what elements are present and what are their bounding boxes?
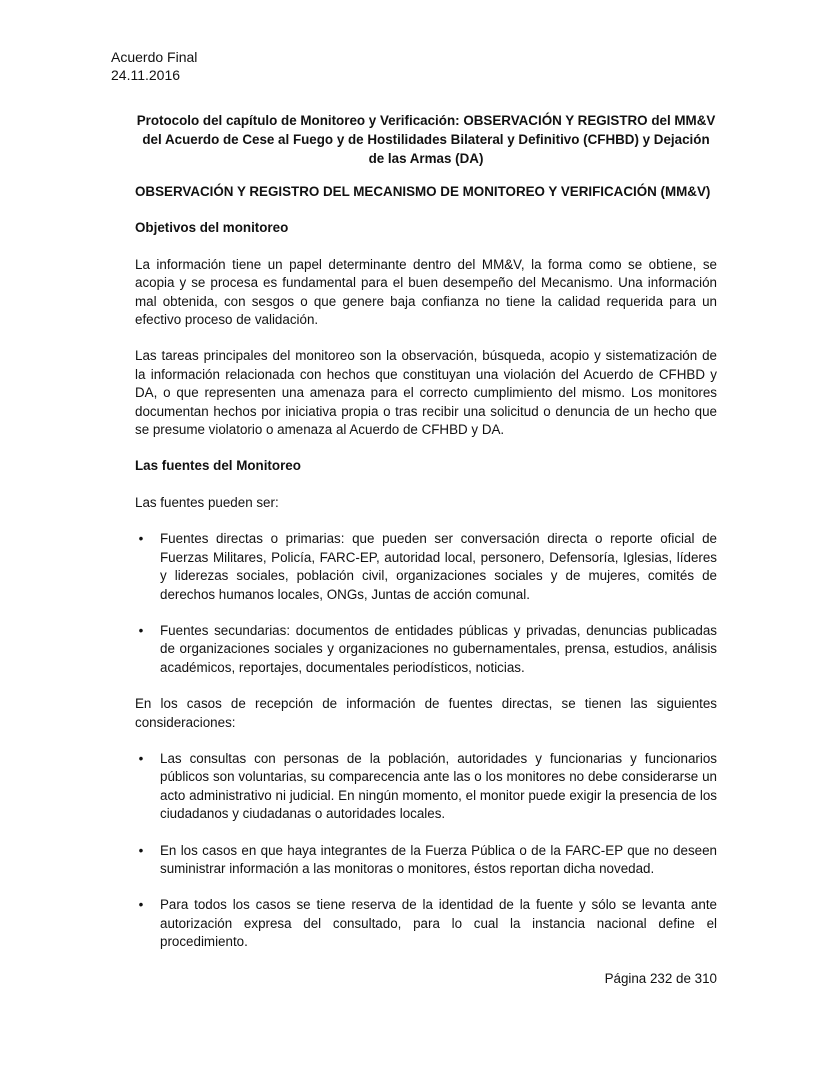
document-header	[111, 48, 197, 84]
header-agreement-name: Acuerdo Final	[111, 49, 198, 65]
bullet-icon: •	[138, 531, 144, 547]
document-body	[135, 111, 717, 988]
sources-heading: Las fuentes del Monitoreo	[135, 458, 301, 474]
list-item-text: Fuentes directas o primarias: que pueden ser conversación directa o reporte oficial de Fuerzas Militares, Policía, FARC-EP, autoridad local, personero, Defensoría, Iglesias, líderes y liderezas sociales, población civil, organizaciones sociales y de mujeres, comités de derechos humanos locales, ONGs, Juntas de acción comunal.	[160, 531, 717, 602]
list-item	[135, 842, 717, 879]
bullet-icon: •	[138, 897, 144, 913]
objectives-paragraph: La información tiene un papel determinante dentro del MM&V, la forma como se obtiene, se acopia y se procesa es fundamental para el buen desempeño del Mecanismo. Una información mal obtenida, con sesgos o que genere baja confianza no tiene la calidad requerida para un efectivo proceso de validación.	[135, 256, 717, 328]
considerations-list	[135, 750, 717, 952]
page-number: Página 232 de 310	[604, 970, 717, 986]
list-item-text: Para todos los casos se tiene reserva de la identidad de la fuente y sólo se levanta ante autorización expresa del consultado, para lo cual la instancia nacional define el procedimiento.	[160, 897, 717, 950]
bullet-icon: •	[138, 750, 144, 766]
considerations-intro: En los casos de recepción de información de fuentes directas, se tienen las siguientes consideraciones:	[135, 696, 717, 730]
list-item	[135, 530, 717, 604]
list-item	[135, 622, 717, 677]
list-item-text: Las consultas con personas de la población, autoridades y funcionarias y funcionarios públicos son voluntarias, su comparecencia ante las o los monitores no debe considerarse un acto administrativo ni judicial. En ningún momento, el monitor puede exigir la presencia de los ciudadanos y ciudadanas o autoridades locales.	[160, 750, 717, 822]
header-date: 24.11.2016	[111, 67, 181, 83]
section-heading: OBSERVACIÓN Y REGISTRO DEL MECANISMO DE MONITOREO Y VERIFICACIÓN (MM&V)	[135, 184, 711, 199]
list-item	[135, 750, 717, 824]
bullet-icon: •	[138, 842, 144, 858]
list-item-text: Fuentes secundarias: documentos de entidades públicas y privadas, denuncias publicadas de organizaciones sociales y organizaciones no gubernamentales, prensa, estudios, análisis académicos, reportajes, documentales periodísticos, noticias.	[160, 622, 717, 675]
bullet-icon: •	[138, 622, 144, 638]
objectives-heading: Objetivos del monitoreo	[135, 220, 289, 236]
sources-list	[135, 530, 717, 677]
sources-intro: Las fuentes pueden ser:	[135, 494, 279, 510]
list-item-text: En los casos en que haya integrantes de la Fuerza Pública o de la FARC-EP que no deseen suministrar información a las monitoras o monitores, éstos reportan dicha novedad.	[160, 842, 717, 876]
list-item	[135, 896, 717, 951]
objectives-paragraph: Las tareas principales del monitoreo son la observación, búsqueda, acopio y sistematización de la información relacionada con hechos que constituyan una violación del Acuerdo de CFHBD y DA, o que representen una amenaza para el correcto cumplimiento del mismo. Los monitores documentan hechos por iniciativa propia o tras recibir una solicitud o denuncia de un hecho que se presume violatorio o amenaza al Acuerdo de CFHBD y DA.	[135, 348, 717, 438]
document-title: Protocolo del capítulo de Monitoreo y Verificación: OBSERVACIÓN Y REGISTRO del MM&V del Acuerdo de Cese al Fuego y de Hostilidades Bilateral y Definitivo (CFHBD) y Dejación de las Armas (DA)	[136, 113, 716, 166]
